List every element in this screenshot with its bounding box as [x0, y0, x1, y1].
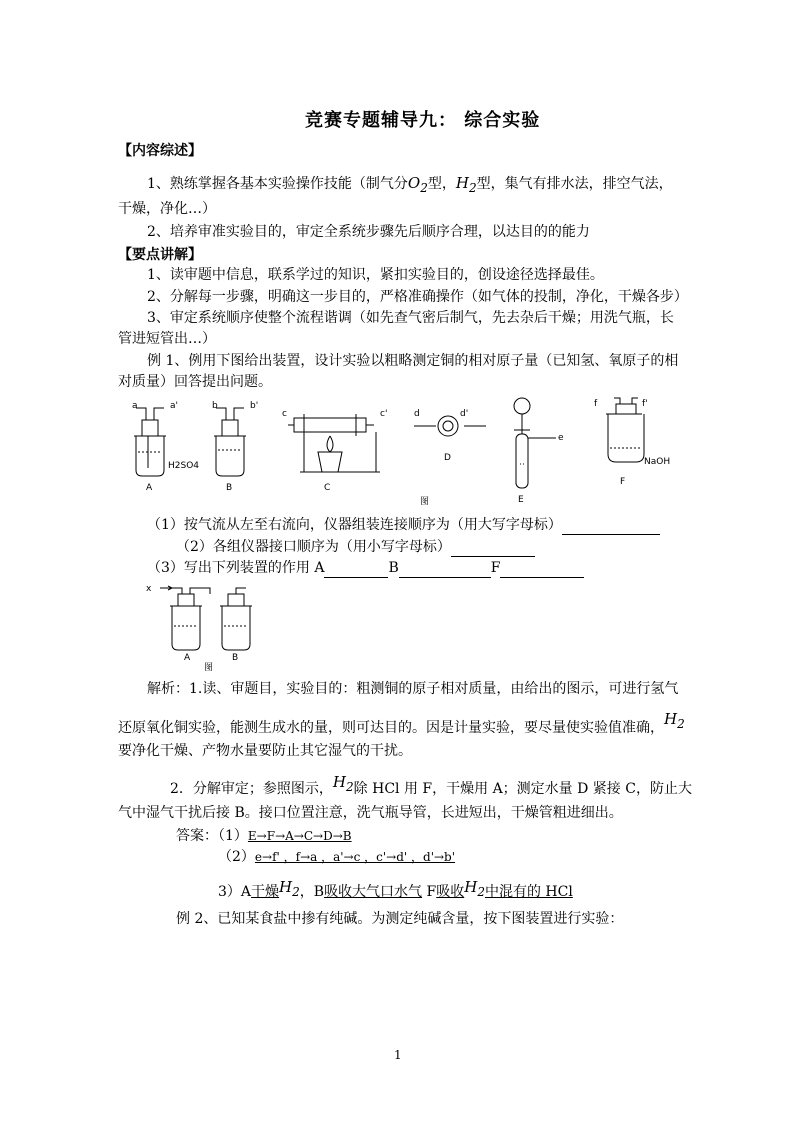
label-e: e — [558, 433, 564, 443]
keypoint-2: 2、分解每一步骤，明确这一步目的，严格准确操作（如气体的投制，净化，干燥各步） — [147, 289, 688, 305]
label-h2so4: H2SO4 — [168, 461, 200, 471]
label-F: F — [620, 477, 626, 487]
section-head-keypoints: 【要点讲解】 — [118, 247, 202, 263]
text: 中混有的 HCl — [484, 884, 573, 900]
overview-line-3: 2、培养审准实验目的，审定全系统步骤先后顺序合理，以达目的的能力 — [147, 224, 590, 240]
text: （2） — [218, 849, 255, 865]
text: 1、熟练掌握各基本实验操作技能（制气分 — [147, 176, 408, 192]
label-a: a — [132, 401, 138, 411]
question-1 — [147, 515, 660, 535]
overview-line-1 — [147, 173, 673, 198]
label-naoh: NaOH — [644, 457, 671, 467]
figure-caption: 图 — [204, 663, 214, 672]
label-b-prime: b' — [250, 401, 259, 411]
text: （1）按气流从左至右流向，仪器组装连接顺序为（用大写字母标） — [147, 517, 562, 533]
analysis-line-3: 要净化干燥、产物水量要防止其它湿气的干扰。 — [118, 743, 412, 759]
text: 型， — [427, 176, 456, 192]
apparatus-figure — [118, 394, 698, 506]
bottle-f — [606, 398, 644, 462]
example-1-line-2: 对质量）回答提出问题。 — [118, 374, 272, 390]
answer-2 — [218, 847, 455, 867]
answer-blank-3b[interactable] — [399, 563, 491, 578]
text: 还原氧化铜实验，能测生成水的量，则可达目的。因是计量实验，要尽量使实验值准确， — [118, 720, 664, 736]
analysis-line-2 — [118, 710, 685, 742]
text: （1） — [218, 828, 248, 844]
o2-formula: $O_2$ — [407, 174, 428, 195]
label-B: B — [226, 483, 233, 493]
text: 吸收大气口水气 — [324, 884, 423, 900]
label-a-prime: a' — [170, 401, 178, 411]
answer-label: 答案： — [176, 828, 218, 844]
answer-3 — [218, 878, 573, 906]
overview-line-2: 干燥，净化…） — [118, 201, 216, 217]
answer-1-value: E→F→A→C→D→B — [247, 829, 352, 843]
label-A: A — [184, 653, 191, 663]
answer-blank-2[interactable] — [451, 542, 535, 557]
text: F — [490, 560, 501, 576]
text: B — [388, 560, 399, 576]
h2-formula: $H_2$ — [279, 878, 300, 899]
text: ，B — [299, 884, 325, 900]
page-title: 竞赛专题辅导九： 综合实验 — [305, 110, 541, 131]
label-d-prime: d' — [460, 409, 469, 419]
section-head-overview: 【内容综述】 — [118, 143, 202, 159]
keypoint-3-cont: 管进短管出…） — [118, 331, 216, 347]
label-B: B — [232, 653, 239, 663]
text: （2）各组仪器接口顺序为（用小写字母标） — [176, 539, 451, 555]
label-f: f — [594, 399, 598, 409]
tube-c — [288, 414, 380, 472]
analysis-line-4 — [170, 773, 692, 803]
label-E: E — [518, 495, 524, 505]
keypoint-3: 3、审定系统顺序使整个流程谐调（如先查气密后制气，先去杂后干燥；用洗气瓶，长 — [147, 310, 674, 326]
label-d: d — [414, 409, 420, 419]
analysis-line-5: 气中湿气干扰后接 B。接口位置注意，洗气瓶导管，长进短出，干燥管粗进细出。 — [118, 805, 623, 821]
text: 3）A — [218, 884, 252, 900]
label-c-prime: c' — [380, 409, 388, 419]
text: F — [422, 884, 437, 900]
answer-blank-1[interactable] — [562, 520, 660, 535]
page-number: 1 — [394, 1048, 402, 1062]
h2-formula: $H_2$ — [464, 878, 485, 899]
text: 吸收 — [436, 884, 465, 900]
bottle-a — [134, 408, 166, 476]
label-c: c — [282, 409, 287, 419]
label-C: C — [324, 483, 331, 493]
label-D: D — [444, 453, 451, 463]
analysis-line-1: 解析：1.读、审题目，实验目的：粗测铜的原子相对质量，由给出的图示，可进行氢气 — [147, 681, 679, 697]
answer-blank-3a[interactable] — [324, 563, 388, 578]
text: （3）写出下列装置的作用 A — [147, 560, 325, 576]
h2-formula: $H_2$ — [455, 174, 477, 195]
label-A: A — [146, 483, 153, 493]
text: 除 HCl 用 F，干燥用 A；测定水量 D 紧接 C，防止大 — [353, 781, 692, 797]
question-2 — [176, 537, 535, 557]
bottle-b — [214, 408, 246, 476]
text: 干燥 — [251, 884, 280, 900]
tube-d — [414, 416, 486, 436]
example-2: 例 2、已知某食盐中掺有纯碱。为测定纯碱含量，按下图装置进行实验： — [176, 911, 624, 927]
h2-formula: $H_2$ — [332, 773, 354, 794]
wash-bottles-figure — [144, 580, 254, 672]
answer-blank-3c[interactable] — [500, 563, 584, 578]
keypoint-1: 1、读审题中信息，联系学过的知识，紧扣实验目的，创设途径选择最佳。 — [147, 267, 604, 283]
label-x: x — [146, 584, 152, 594]
h2-formula: $H_2$ — [664, 710, 685, 731]
generator-e — [514, 398, 556, 488]
text: 型，集气有排水法，排空气法， — [476, 176, 673, 192]
example-1-line-1: 例 1、例用下图给出装置，设计实验以粗略测定铜的相对原子量（已知氢、氧原子的相 — [147, 353, 679, 369]
answer-2-value: e→f' ，f→a ，a'→c ，c'→d' ，d'→b' — [254, 850, 456, 864]
label-b: b — [212, 401, 218, 411]
question-3 — [147, 558, 584, 578]
figure-caption: 图 — [420, 497, 430, 506]
label-f-prime: f' — [642, 399, 648, 409]
text: 2．分解审定；参照图示， — [170, 781, 333, 797]
answer-1 — [176, 826, 352, 846]
